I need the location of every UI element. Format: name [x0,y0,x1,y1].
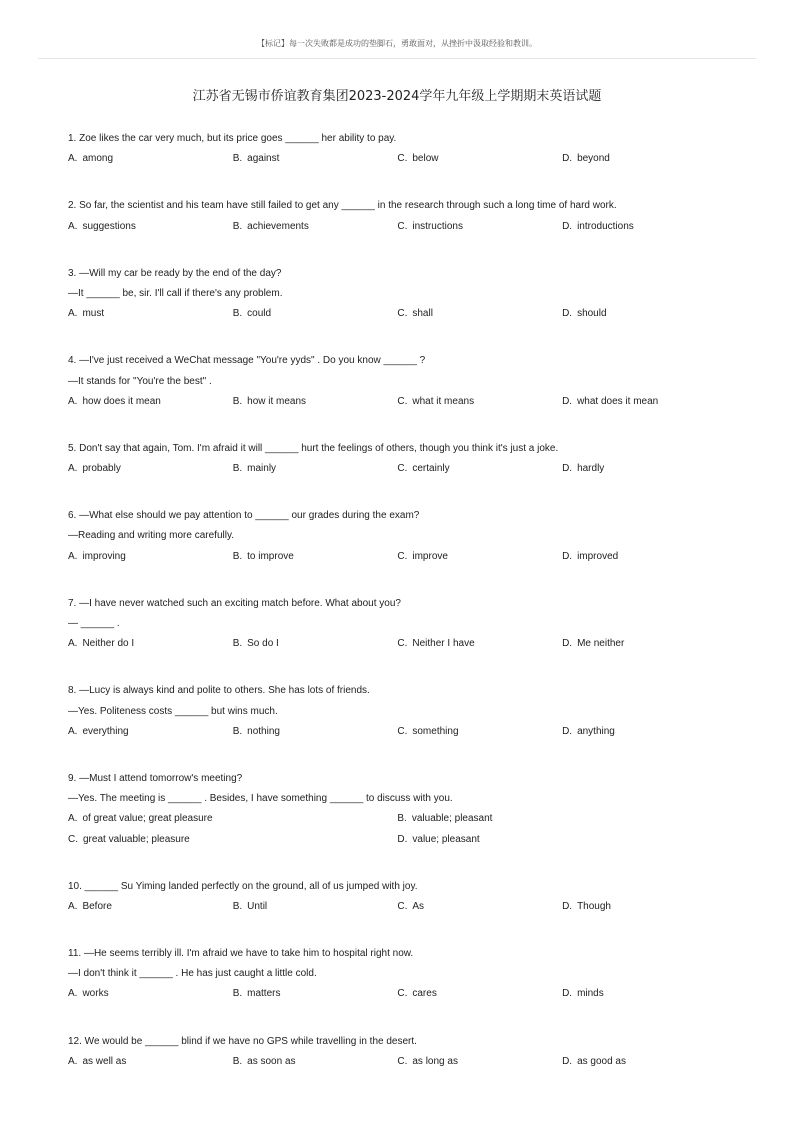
option-label: C. [397,463,408,475]
option-label: C. [397,153,408,165]
question-9 [68,769,758,850]
option-text: Until [247,900,268,912]
question-stem-reply: —Yes. The meeting is ______ . Besides, I have something ______ to discuss with you. [68,793,453,805]
option-label: B. [232,900,243,912]
option-label: D. [562,220,573,232]
option-a [68,897,233,917]
option-text: instructions [412,220,463,232]
question-stem: 1. Zoe likes the car very much, but its price goes ______ her ability to pay. [68,133,397,144]
option-text: everything [82,725,129,737]
option-text: anything [577,725,615,737]
option-b [233,1052,398,1072]
question-3 [68,264,758,325]
option-b [233,392,398,412]
option-text: as well as [82,1055,127,1067]
option-b [233,149,398,169]
option-b [233,984,398,1004]
question-stem: 9. —Must I attend tomorrow's meeting? [68,772,243,784]
option-a [68,722,233,742]
option-text: improved [577,550,619,562]
option-label: A. [68,395,78,407]
option-d [562,722,727,742]
option-label: D. [562,900,573,912]
option-label: B. [232,988,243,1000]
option-text: improve [412,550,448,562]
question-stem: 3. —Will my car be ready by the end of the day? [68,267,282,279]
option-c [397,984,562,1004]
option-label: C. [397,988,408,1000]
option-c [397,1052,562,1072]
option-text: probably [82,463,121,475]
option-text: cares [412,988,437,1000]
option-label: B. [397,813,407,825]
option-text: As [412,900,425,912]
option-label: D. [562,395,573,407]
option-a [68,392,233,412]
option-label: D. [397,833,408,845]
question-stem: 2. So far, the scientist and his team have still failed to get any ______ in the research through such a long time of hard work. [68,200,617,212]
question-stem-reply: — ______ . [68,618,120,629]
option-text: shall [412,308,433,320]
option-text: certainly [412,463,450,475]
options-row [68,547,758,567]
option-text: So do I [247,638,279,650]
option-text: great valuable; pleasure [83,833,190,845]
question-4 [68,351,758,412]
option-c [68,830,397,850]
question-11 [68,944,758,1005]
option-text: Though [577,900,611,912]
header-note: 【标记】每一次失败都是成功的垫脚石，勇敢面对，从挫折中汲取经验和教训。 [257,39,537,48]
option-label: B. [232,550,243,562]
question-7 [68,594,758,655]
question-8 [68,681,758,742]
option-c [397,304,562,324]
option-b [397,809,726,829]
option-label: D. [562,153,573,165]
option-text: value; pleasant [412,833,480,845]
option-text: of great value; great pleasure [82,813,213,825]
option-c [397,149,562,169]
option-d [562,217,727,237]
option-label: A. [68,638,78,650]
options-row [68,304,758,324]
question-stem: 4. —I've just received a WeChat message "You're yyds" . Do you know ______ ? [68,355,426,367]
option-text: Neither do I [82,638,135,650]
option-label: D. [562,638,573,650]
option-label: C. [397,395,408,407]
option-label: B. [232,220,243,232]
option-a [68,304,233,324]
option-d [562,304,727,324]
option-label: C. [397,220,408,232]
option-c [397,897,562,917]
options-row [68,984,758,1004]
question-stem: 6. —What else should we pay attention to ______ our grades during the exam? [68,510,420,522]
options-row [68,149,758,169]
question-stem-reply: —Yes. Politeness costs ______ but wins much. [68,705,278,717]
option-text: nothing [247,725,280,737]
option-c [397,459,562,479]
option-text: Me neither [577,638,625,650]
option-text: achievements [247,220,309,232]
option-label: A. [68,220,78,232]
option-text: improving [82,550,126,562]
option-text: something [412,725,459,737]
header-divider [38,58,756,59]
option-d [562,634,727,654]
option-b [233,897,398,917]
option-label: C. [397,308,408,320]
option-d [562,984,727,1004]
option-c [397,547,562,567]
option-text: what it means [412,395,475,407]
option-text: should [577,308,607,320]
option-b [233,722,398,742]
option-label: A. [68,153,78,165]
option-b [233,217,398,237]
option-label: A. [68,988,78,1000]
option-label: A. [68,1055,78,1067]
option-d [562,897,727,917]
option-text: works [82,988,109,1000]
options-row [68,392,758,412]
options-row [68,1052,758,1072]
options-row [68,722,758,742]
question-stem-reply: —It stands for "You're the best" . [68,375,212,387]
option-d [397,830,726,850]
option-label: A. [68,813,78,825]
option-d [562,547,727,567]
options-row [68,217,758,237]
option-text: how it means [247,395,307,407]
option-c [397,392,562,412]
option-text: as good as [577,1055,626,1067]
option-a [68,634,233,654]
option-label: C. [68,833,78,845]
option-label: B. [232,153,243,165]
option-text: against [247,153,280,165]
option-text: as soon as [247,1055,296,1067]
options-row [68,830,758,850]
option-b [233,547,398,567]
option-b [233,304,398,324]
option-c [397,217,562,237]
option-label: B. [232,308,243,320]
question-2 [68,196,758,236]
option-text: valuable; pleasant [411,813,493,825]
question-10 [68,877,758,917]
question-stem: 7. —I have never watched such an exciting match before. What about you? [68,597,401,609]
question-stem: 10. ______ Su Yiming landed perfectly on the ground, all of us jumped with joy. [68,880,418,892]
question-1 [68,129,758,169]
question-stem-reply: —Reading and writing more carefully. [68,530,235,542]
option-text: beyond [577,153,610,165]
option-c [397,722,562,742]
option-label: C. [397,725,408,737]
option-label: C. [397,1055,408,1067]
option-text: must [82,308,105,320]
option-c [397,634,562,654]
question-stem: 5. Don't say that again, Tom. I'm afraid it will ______ hurt the feelings of others, though you think it's just a joke. [68,442,559,454]
option-a [68,217,233,237]
option-label: D. [562,725,573,737]
option-d [562,1052,727,1072]
options-row [68,459,758,479]
option-label: C. [397,550,408,562]
page-title: 江苏省无锡市侨谊教育集团2023-2024学年九年级上学期期末英语试题 [192,89,602,104]
question-stem: 8. —Lucy is always kind and polite to others. She has lots of friends. [68,685,370,697]
option-label: B. [232,463,243,475]
option-text: Neither I have [412,638,475,650]
option-text: Before [82,900,112,912]
option-text: to improve [247,550,294,562]
option-label: D. [562,1055,573,1067]
option-label: A. [68,900,78,912]
option-a [68,459,233,479]
question-12 [68,1032,758,1072]
option-label: D. [562,988,573,1000]
option-label: D. [562,550,573,562]
option-text: as long as [412,1055,458,1067]
option-a [68,984,233,1004]
option-b [233,459,398,479]
question-stem: 11. —He seems terribly ill. I'm afraid we have to take him to hospital right now. [68,948,414,960]
question-list [68,129,758,1099]
option-d [562,392,727,412]
option-a [68,149,233,169]
question-6 [68,506,758,567]
question-stem-reply: —I don't think it ______ . He has just caught a little cold. [68,968,317,980]
question-stem: 12. We would be ______ blind if we have no GPS while travelling in the desert. [68,1035,417,1047]
option-label: D. [562,463,573,475]
option-d [562,459,727,479]
option-b [233,634,398,654]
option-a [68,1052,233,1072]
option-text: suggestions [82,220,136,232]
option-label: D. [562,308,573,320]
option-label: B. [232,395,243,407]
option-text: what does it mean [577,395,659,407]
option-label: C. [397,638,408,650]
option-d [562,149,727,169]
option-a [68,809,397,829]
option-label: A. [68,463,78,475]
option-text: could [247,308,272,320]
option-label: B. [232,638,243,650]
option-label: A. [68,550,78,562]
option-text: matters [247,988,281,1000]
option-label: A. [68,725,78,737]
option-label: A. [68,308,78,320]
option-text: below [412,153,439,165]
option-label: B. [232,725,243,737]
options-row [68,809,758,829]
option-text: how does it mean [82,395,161,407]
option-text: introductions [577,220,634,232]
question-stem-reply: —It ______ be, sir. I'll call if there's any problem. [68,287,283,299]
options-row [68,634,758,654]
question-5 [68,439,758,479]
option-a [68,547,233,567]
option-text: minds [577,988,604,1000]
option-label: C. [397,900,408,912]
option-text: among [82,153,114,165]
option-text: hardly [577,463,605,475]
option-label: B. [232,1055,243,1067]
options-row [68,897,758,917]
option-text: mainly [247,463,277,475]
